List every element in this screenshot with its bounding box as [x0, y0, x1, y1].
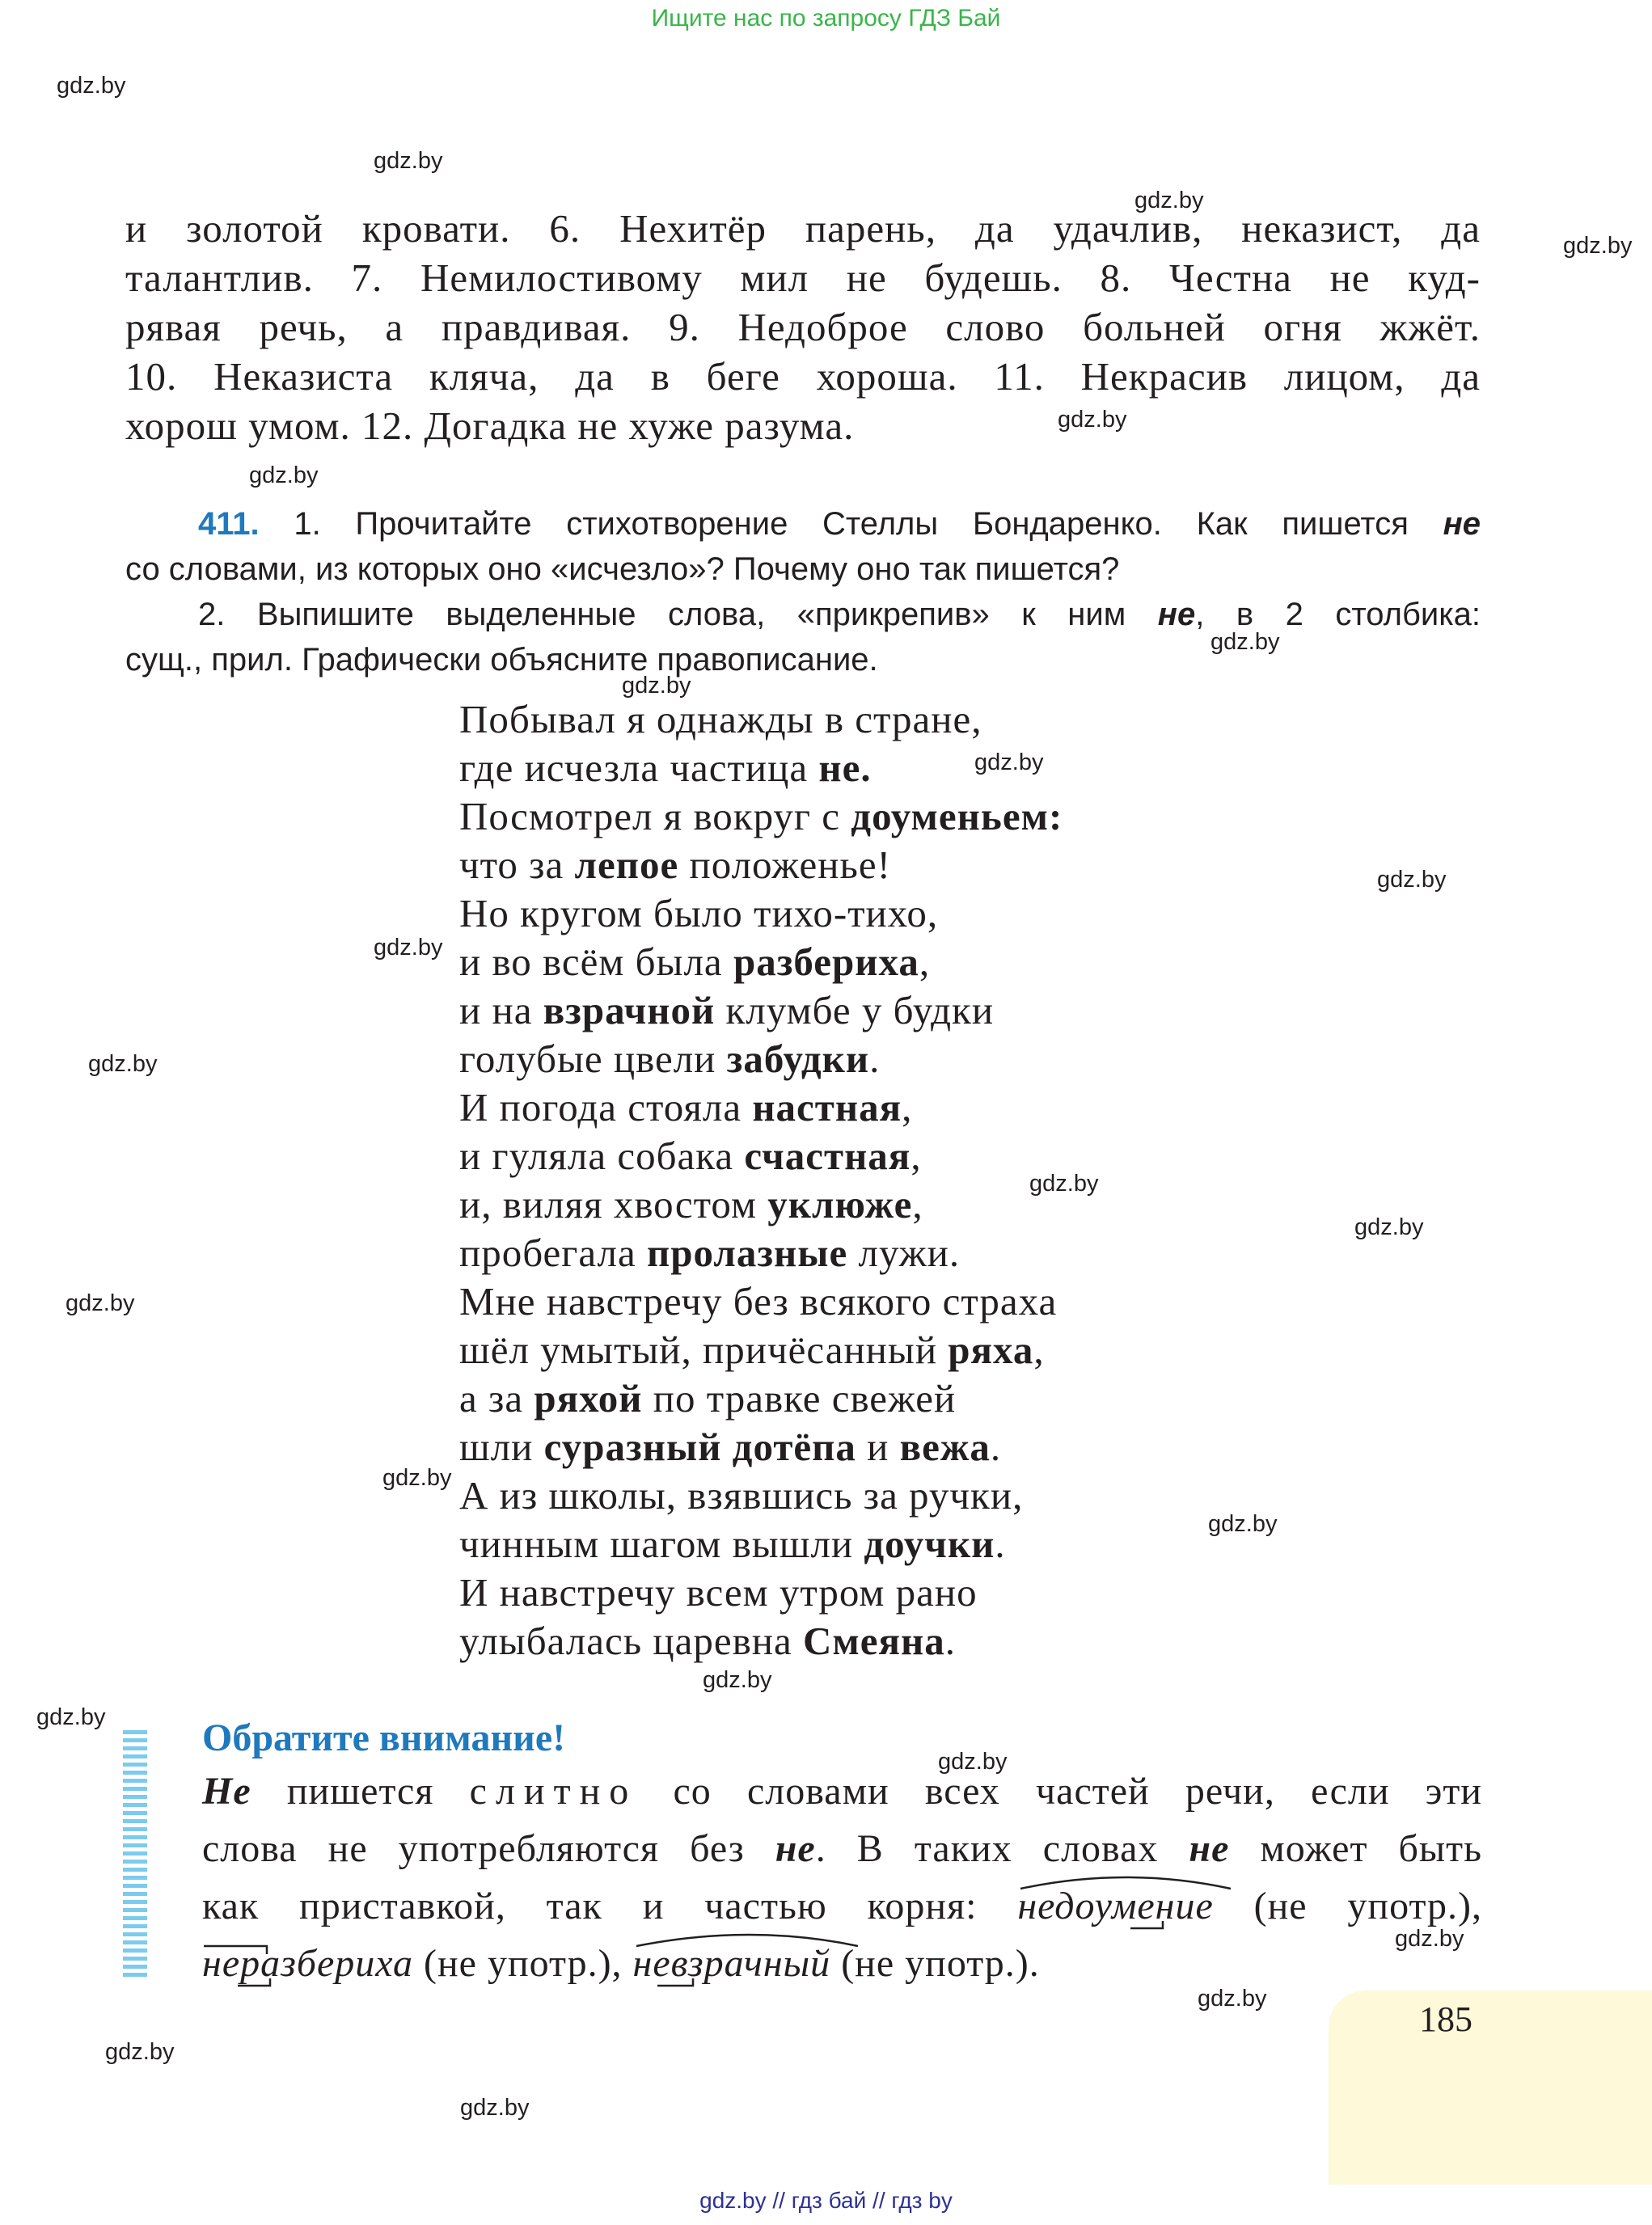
watermark: gdz.by: [374, 935, 443, 961]
note-body: [202, 1763, 1482, 1992]
poem-line: а за ряхой по травке свежей: [459, 1376, 957, 1421]
poem-line: чинным шагом вышли доучки.: [459, 1522, 1006, 1566]
watermark: gdz.by: [1198, 1986, 1267, 2012]
watermark: gdz.by: [65, 1290, 135, 1316]
watermark: gdz.by: [1210, 629, 1280, 655]
watermark: gdz.by: [36, 1704, 106, 1730]
poem-line: голубые цвели забудки.: [459, 1037, 881, 1081]
prose-line: рявая речь, а правдивая. 9. Недоброе слово больней огня жжёт.: [125, 305, 1481, 349]
watermark: gdz.by: [88, 1051, 158, 1077]
task-number: 411.: [198, 506, 260, 542]
task-line: сущ., прил. Графически объясните правописание.: [125, 642, 878, 678]
proverbs-text: [125, 204, 1481, 450]
watermark: gdz.by: [1058, 407, 1127, 433]
prose-line: 10. Неказиста кляча, да в беге хороша. 11. Некрасив лицом, да: [125, 354, 1481, 399]
poem-line: И навстречу всем утром рано: [459, 1570, 978, 1615]
task-text: 1. Прочитайте стихотворение Стеллы Бондаренко. Как пишется: [259, 506, 1443, 542]
watermark: gdz.by: [1395, 1926, 1464, 1952]
note-title: Обратите внимание!: [202, 1716, 566, 1759]
watermark: gdz.by: [974, 749, 1044, 775]
watermark: gdz.by: [1354, 1214, 1424, 1240]
example-nevzrachny: невзрачный: [633, 1935, 831, 1992]
task-text: 2. Выпишите выделенные слова, «прикрепив» к ним: [198, 597, 1158, 632]
page-corner-tab: [1329, 1991, 1652, 2185]
example-nedoumenie: недоумение: [1017, 1877, 1213, 1935]
note-line: как приставкой, так и частью корня: недоумение (не употр.),: [202, 1877, 1482, 1935]
task-line: [125, 592, 1481, 637]
watermark: gdz.by: [249, 462, 319, 488]
watermark: gdz.by: [382, 1465, 452, 1491]
task-411: [125, 501, 1481, 682]
poem-line: шёл умытый, причёсанный ряха,: [459, 1328, 1045, 1372]
poem-line: и гуляла собака счастная,: [459, 1134, 922, 1178]
poem-line: А из школы, взявшись за ручки,: [459, 1473, 1024, 1518]
poem-line: и на взрачной клумбе у будки: [459, 988, 995, 1032]
particle-ne: не: [1157, 597, 1196, 632]
top-banner: Ищите нас по запросу ГДЗ Бай: [651, 5, 1001, 32]
watermark: gdz.by: [1134, 188, 1204, 213]
watermark: gdz.by: [57, 73, 126, 99]
poem-line: И погода стояла настная,: [459, 1085, 913, 1129]
page-number: 185: [1419, 1999, 1472, 2039]
poem-line: Посмотрел я вокруг с доуменьем:: [459, 794, 1063, 838]
watermark: gdz.by: [460, 2095, 530, 2121]
prose-line: хорош умом. 12. Догадка не хуже разума.: [125, 403, 855, 448]
watermark: gdz.by: [622, 673, 691, 699]
note-line: неразбериха (не употр.), невзрачный (не употр.).: [202, 1935, 1482, 1992]
watermark: gdz.by: [1377, 867, 1447, 893]
note-line: слова не употребляются без не. В таких словах не может быть: [202, 1827, 1483, 1870]
poem-line: и, виляя хвостом уклюже,: [459, 1182, 923, 1226]
poem-line: Побывал я однажды в стране,: [459, 697, 982, 741]
task-line: [125, 501, 1481, 547]
poem: [459, 695, 1063, 1666]
poem-line: где исчезла частица не.: [459, 745, 872, 790]
watermark: gdz.by: [703, 1667, 772, 1693]
task-text: , в 2 столбика:: [1195, 597, 1481, 632]
note-line: Не пишется слитно со словами всех частей речи, если эти: [202, 1770, 1482, 1813]
poem-line: Мне навстречу без всякого страха: [459, 1279, 1058, 1324]
watermark: gdz.by: [374, 148, 443, 174]
note-side-bar: [123, 1730, 147, 1981]
watermark: gdz.by: [1563, 233, 1633, 259]
watermark: gdz.by: [105, 2039, 175, 2065]
poem-line: шли суразный дотёпа и вежа.: [459, 1425, 1002, 1469]
prose-line: и золотой кровати. 6. Нехитёр парень, да удачлив, неказист, да: [125, 206, 1481, 251]
watermark: gdz.by: [1029, 1171, 1099, 1197]
watermark: gdz.by: [1208, 1511, 1278, 1537]
watermark: gdz.by: [938, 1749, 1008, 1775]
task-line: со словами, из которых оно «исчезло»? Почему оно так пишется?: [125, 551, 1120, 587]
poem-line: Но кругом было тихо-тихо,: [459, 891, 939, 935]
example-nerazberiha: неразбериха: [202, 1935, 413, 1992]
poem-line: и во всём была разбериха,: [459, 939, 931, 984]
poem-line: что за лепое положенье!: [459, 842, 891, 887]
particle-ne: не: [1443, 506, 1481, 542]
prose-line: талантлив. 7. Немилостивому мил не будешь. 8. Честна не куд-: [125, 255, 1481, 300]
footer-links: gdz.by // гдз бай // гдз by: [699, 2188, 953, 2213]
poem-line: улыбалась царевна Смеяна.: [459, 1619, 956, 1663]
spaced-word: слитно: [469, 1770, 638, 1813]
poem-line: пробегала пролазные лужи.: [459, 1231, 961, 1275]
